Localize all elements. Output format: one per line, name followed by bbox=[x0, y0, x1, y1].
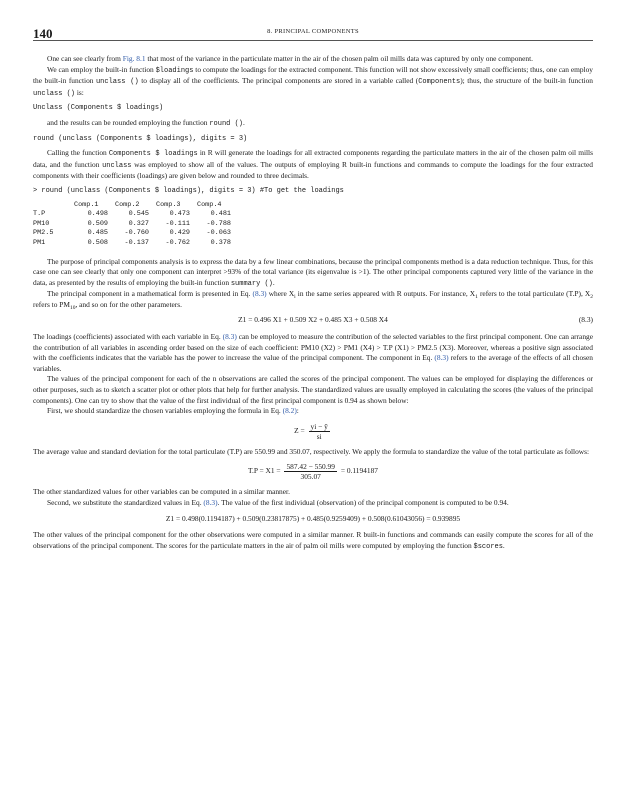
table-row bbox=[33, 229, 238, 239]
fraction: $\frac{yi - ȳ}{si}$ bbox=[310, 421, 328, 441]
equation-link[interactable]: (8.3) bbox=[222, 332, 237, 342]
table-cell: 0.545 bbox=[128, 210, 149, 219]
paragraph-9: First, we should standardize the chosen variables employing the formula in Eq. (8.2): bbox=[47, 406, 299, 416]
standardize-formula: Z = $\frac{yi - ȳ}{si}$ bbox=[294, 421, 328, 441]
table-row bbox=[33, 220, 238, 230]
figure-link[interactable]: Fig. 8.1 bbox=[122, 54, 146, 63]
table-cell: 0.481 bbox=[210, 210, 231, 219]
table-cell: -0.111 bbox=[165, 219, 190, 228]
column-header: Comp.3 bbox=[156, 200, 181, 209]
table-header-row bbox=[33, 201, 238, 211]
equation-link[interactable]: (8.2) bbox=[282, 406, 297, 416]
table-cell: -0.762 bbox=[165, 238, 190, 247]
table-cell: 0.485 bbox=[87, 229, 108, 238]
paragraph-4: Calling the function Components $ loadings in R will generate the loadings for all extracted components regarding the particulate matters in the air of the chosen palm oil mills data, and the function unclass was employed to show all of the values. The outputs of employing R built-in functions and commands to compute the loadings for the four extracted components with their coefficients (loadings) are given below and rounded to three decimals. bbox=[33, 148, 593, 181]
equation-text: Z1 = 0.496 X1 + 0.509 X2 + 0.485 X3 + 0.508 X4 bbox=[238, 315, 388, 325]
equation-number: (8.3) bbox=[578, 315, 593, 325]
page bbox=[33, 26, 593, 552]
table-cell: -0.788 bbox=[206, 219, 231, 228]
paragraph-6: The principal component in a mathematical form is presented in Eq. (8.3) where $X_i$ in the same series appeared with R outputs. For instance, $X_1$ refers to the total particulate (T.P), $X_2$ refers to $PM_{10}$, and so on for the other parameters. bbox=[33, 289, 593, 311]
paragraph-1: One can see clearly from Fig. 8.1 that most of the variance in the particulate matter in the air of the chosen palm oil mills data was captured by only one component. bbox=[47, 54, 533, 63]
table-row bbox=[33, 239, 238, 249]
table-cell: 0.327 bbox=[128, 219, 149, 228]
paragraph-12: Second, we substitute the standardized values in Eq. (8.3). The value of the first individual (observation) of the principal component is computed to be 0.94. bbox=[47, 498, 509, 507]
paragraph-2: We can employ the built-in function $loadings to compute the loadings for the extracted component. This function will not show excessively small coefficients; thus, one can employ the built-in function unclass () to display all of the coefficients. The principal components are stored in a variable called (Components); thus, the structure of the built-in function unclass () is: bbox=[33, 64, 593, 98]
table-cell: 0.378 bbox=[210, 238, 231, 247]
chapter-title: 8. PRINCIPAL COMPONENTS bbox=[267, 28, 359, 35]
table-cell: -0.760 bbox=[124, 229, 149, 238]
paragraph-7: The loadings (coefficients) associated with each variable in Eq. (8.3) can be employed to measure the contribution of the selected variables to the first principal component. One can arrange the contribution of all variables in ascending order based on the size of each coefficient: PM10 (X2) > PM1 (X4) > T.P (X1) > PM2.5 (X3). Moreover, whereas a positive sign associated with the coefficients indicates that the variable has the power to increase the value of the principal component. The component in Eq. (8.3) refers to the average of the effects of all chosen variables. bbox=[33, 332, 594, 373]
table-cell: -0.137 bbox=[124, 238, 149, 247]
row-label: PM2.5 bbox=[33, 229, 54, 238]
tp-standardization: T.P = X1 = $\frac{587.42 - 550.99}{305.07}$ = 0.1194187 bbox=[248, 462, 378, 482]
paragraph-3: and the results can be rounded employing the function round (). bbox=[47, 117, 245, 128]
row-label: PM10 bbox=[33, 219, 50, 228]
table-cell: 0.509 bbox=[87, 219, 108, 228]
row-label: PM1 bbox=[33, 238, 46, 247]
column-header: Comp.4 bbox=[197, 200, 222, 209]
code-round: round (unclass (Components $ loadings), digits = 3) bbox=[33, 134, 248, 143]
row-label: T.P bbox=[33, 210, 46, 219]
equation-link[interactable]: (8.3) bbox=[203, 498, 218, 507]
table-cell: 0.429 bbox=[169, 229, 190, 238]
table-row bbox=[33, 210, 238, 220]
page-number: 140 bbox=[33, 26, 53, 41]
table-cell: -0.063 bbox=[206, 229, 231, 238]
column-header: Comp.1 bbox=[74, 200, 99, 209]
paragraph-10: The average value and standard deviation for the total particulate (T.P) are 550.99 and 350.07, respectively. We apply the formula to standardize the value of the total particulate as follows: bbox=[33, 446, 590, 456]
paragraph-5: The purpose of principal components analysis is to express the data by a few linear combinations, because the principal components method is a data reduction technique. Thus, for this case one can see clearly that only one component can interpret >93% of the total variance (its eigenvalue is >1). The other principal components captured very little of the variance in the data, as presented by the results of employing the built-in function summary (). bbox=[33, 256, 593, 288]
loadings-table bbox=[33, 201, 238, 249]
code-round-loadings: > round (unclass (Components $ loadings), digits = 3) #To get the loadings bbox=[33, 186, 344, 195]
running-header bbox=[33, 26, 593, 41]
fraction: $\frac{587.42 - 550.99}{305.07}$ bbox=[286, 462, 335, 482]
paragraph-8: The values of the principal component for each of the n observations are called the scores of the principal component. The values can be employed for displaying the differences or other purposes, such as to sketch a scatter plot or other plots that help for further analysis. The standardized values are usually employed in calculating the scores (the values of the principal components). One can try to show that the value of the first individual of the first principal component is 0.94 as shown below: bbox=[33, 374, 593, 405]
table-cell: 0.508 bbox=[87, 238, 108, 247]
equation-link[interactable]: (8.3) bbox=[434, 353, 449, 363]
table-cell: 0.473 bbox=[169, 210, 190, 219]
paragraph-13: The other values of the principal component for the other observations were computed in a similar manner. R built-in functions and commands can easily compute the scores for all of the observations of the principal component. The scores for the particulate matters in the air of palm oil mills were computed by employing the function $scores. bbox=[33, 530, 593, 551]
body-text bbox=[33, 54, 593, 552]
column-header: Comp.2 bbox=[115, 200, 140, 209]
score-equation: Z1 = 0.498(0.1194187) + 0.509(0.23817875) + 0.485(0.9259409) + 0.508(0.61043056) = 0.939895 bbox=[165, 513, 461, 523]
equation-8-3 bbox=[33, 315, 593, 326]
code-unclass: Unclass (Components $ loadings) bbox=[33, 104, 164, 113]
table-cell: 0.498 bbox=[87, 210, 108, 219]
equation-link[interactable]: (8.3) bbox=[252, 289, 267, 299]
paragraph-11: The other standardized values for other variables can be computed in a similar manner. bbox=[33, 487, 290, 497]
